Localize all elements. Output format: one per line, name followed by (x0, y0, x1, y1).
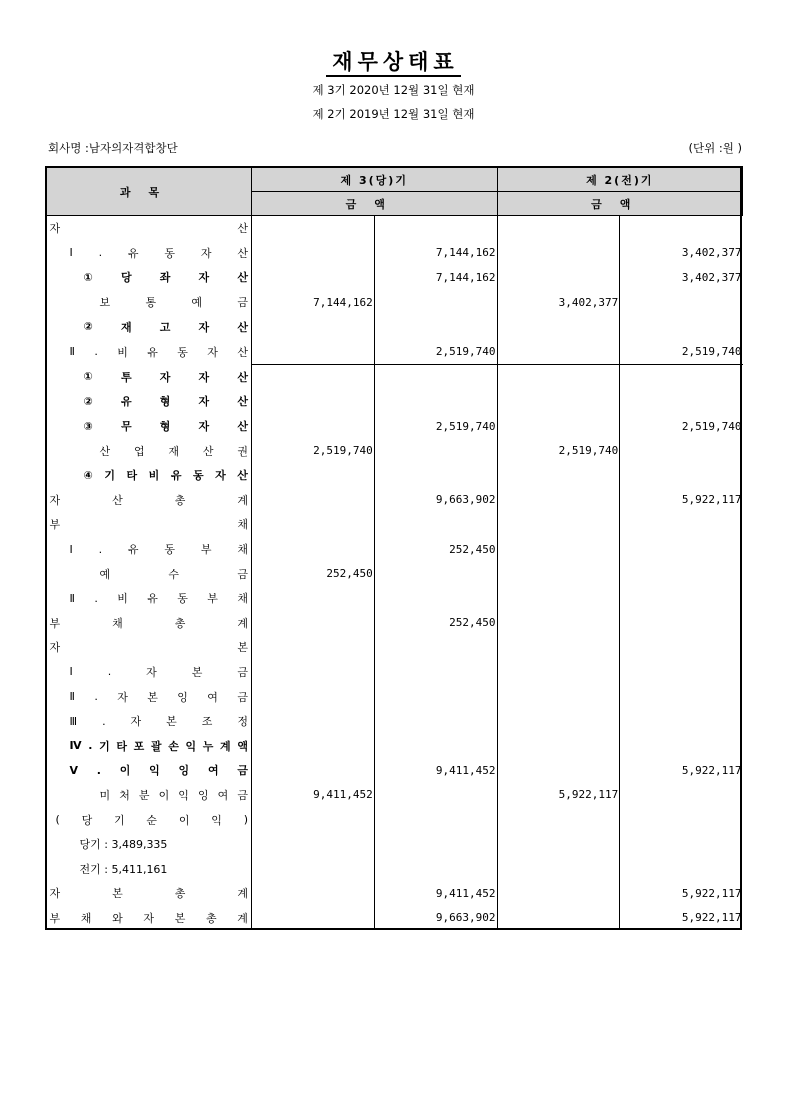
current-sub-amount (252, 709, 375, 734)
prior-sub-amount (497, 635, 620, 660)
table-row (46, 290, 743, 315)
current-amount (374, 512, 497, 537)
current-sub-amount: 252,450 (252, 561, 375, 586)
table-row (46, 389, 743, 414)
current-amount (374, 709, 497, 734)
prior-sub-amount (497, 807, 620, 832)
current-sub-amount: 9,411,452 (252, 783, 375, 808)
current-sub-amount (252, 265, 375, 290)
table-row (46, 611, 743, 636)
current-sub-amount (252, 807, 375, 832)
prior-sub-amount (497, 611, 620, 636)
prior-amount (620, 438, 743, 463)
table-row (46, 488, 743, 513)
current-amount (374, 635, 497, 660)
current-sub-amount (252, 906, 375, 931)
table-row (46, 339, 743, 364)
current-sub-amount: 2,519,740 (252, 438, 375, 463)
current-sub-amount (252, 856, 375, 881)
table-row (46, 586, 743, 611)
prior-amount (620, 709, 743, 734)
table-row (46, 807, 743, 832)
current-sub-amount (252, 364, 375, 389)
account-label: 부 채 (49, 518, 248, 532)
table-row (46, 438, 743, 463)
prior-amount (620, 290, 743, 315)
prior-amount (620, 807, 743, 832)
account-label: 자 산 총 계 (49, 493, 248, 507)
current-sub-amount (252, 684, 375, 709)
prior-amount (620, 561, 743, 586)
prior-amount: 5,922,117 (620, 881, 743, 906)
current-sub-amount (252, 660, 375, 685)
current-amount: 252,450 (374, 537, 497, 562)
account-label: ② 재 고 자 산 (83, 320, 248, 334)
prior-amount (620, 832, 743, 857)
header-prior-amount: 금액 (497, 192, 743, 216)
current-sub-amount (252, 314, 375, 339)
account-label: Ⅴ . 이 익 잉 여 금 (69, 763, 248, 778)
header-account: 과목 (46, 167, 252, 216)
current-amount (374, 364, 497, 389)
current-sub-amount (252, 241, 375, 266)
current-sub-amount (252, 488, 375, 513)
prior-sub-amount (497, 733, 620, 758)
current-sub-amount (252, 635, 375, 660)
prior-amount: 3,402,377 (620, 265, 743, 290)
table-row (46, 537, 743, 562)
account-label: Ⅰ . 자 본 금 (69, 665, 248, 679)
prior-amount: 2,519,740 (620, 414, 743, 439)
account-label: Ⅳ . 기 타 포 괄 손 익 누 계 액 (69, 739, 248, 753)
prior-amount (620, 463, 743, 488)
current-amount (374, 314, 497, 339)
prior-sub-amount (497, 339, 620, 364)
account-label: Ⅰ . 유 동 부 채 (69, 542, 248, 557)
table-row (46, 364, 743, 389)
account-label: 부 채 총 계 (49, 616, 248, 630)
table-row (46, 512, 743, 537)
prior-sub-amount (497, 561, 620, 586)
header-current-amount: 금액 (252, 192, 498, 216)
account-label: ③ 무 형 자 산 (83, 419, 248, 434)
table-row (46, 733, 743, 758)
current-sub-amount (252, 339, 375, 364)
current-sub-amount (252, 414, 375, 439)
account-label: ① 투 자 자 산 (83, 370, 248, 384)
current-amount: 252,450 (374, 611, 497, 636)
account-label: ④ 기 타 비 유 동 자 산 (83, 468, 248, 483)
prior-sub-amount: 5,922,117 (497, 783, 620, 808)
company-name: 회사명 :남자의자격합창단 (48, 141, 178, 155)
prior-amount: 5,922,117 (620, 906, 743, 931)
table-row (46, 881, 743, 906)
prior-amount: 5,922,117 (620, 758, 743, 783)
account-label: Ⅱ . 비 유 동 자 산 (69, 345, 248, 359)
prior-sub-amount (497, 265, 620, 290)
prior-sub-amount (497, 881, 620, 906)
current-sub-amount (252, 586, 375, 611)
prior-amount (620, 783, 743, 808)
current-amount (374, 733, 497, 758)
current-amount (374, 561, 497, 586)
prior-amount (620, 635, 743, 660)
prior-amount: 5,922,117 (620, 488, 743, 513)
account-label: 보 통 예 금 (99, 296, 248, 310)
account-label: 당기 : 3,489,335 (79, 838, 168, 852)
prior-amount: 3,402,377 (620, 241, 743, 266)
table-row (46, 684, 743, 709)
table-row (46, 635, 743, 660)
current-sub-amount (252, 881, 375, 906)
table-row (46, 856, 743, 881)
prior-sub-amount (497, 216, 620, 241)
table-row (46, 414, 743, 439)
current-sub-amount (252, 463, 375, 488)
account-label: 미 처 분 이 익 잉 여 금 (99, 788, 248, 802)
current-amount (374, 290, 497, 315)
current-sub-amount (252, 758, 375, 783)
current-amount: 9,411,452 (374, 758, 497, 783)
prior-amount (620, 733, 743, 758)
prior-amount (620, 660, 743, 685)
prior-sub-amount (497, 241, 620, 266)
account-label: 부 채 와 자 본 총 계 (49, 911, 248, 925)
current-amount (374, 216, 497, 241)
prior-amount (620, 856, 743, 881)
prior-amount (620, 537, 743, 562)
current-amount (374, 438, 497, 463)
table-row (46, 241, 743, 266)
prior-period-line: 제 2기 2019년 12월 31일 현재 (312, 107, 475, 121)
current-sub-amount (252, 512, 375, 537)
prior-sub-amount (497, 684, 620, 709)
current-amount (374, 463, 497, 488)
table-row (46, 463, 743, 488)
current-sub-amount (252, 389, 375, 414)
prior-sub-amount (497, 586, 620, 611)
current-amount: 7,144,162 (374, 241, 497, 266)
prior-sub-amount (497, 537, 620, 562)
table-body (46, 216, 743, 931)
prior-sub-amount: 3,402,377 (497, 290, 620, 315)
current-period-line: 제 3기 2020년 12월 31일 현재 (312, 83, 475, 97)
account-label: 자 산 (49, 222, 248, 236)
table-row (46, 660, 743, 685)
account-label: Ⅰ . 유 동 자 산 (69, 246, 248, 260)
prior-sub-amount: 2,519,740 (497, 438, 620, 463)
table-row (46, 561, 743, 586)
table-row (46, 216, 743, 241)
prior-sub-amount (497, 463, 620, 488)
table-row (46, 906, 743, 931)
prior-amount (620, 314, 743, 339)
table-row (46, 758, 743, 783)
prior-sub-amount (497, 832, 620, 857)
prior-amount (620, 684, 743, 709)
current-amount (374, 389, 497, 414)
header-current-period: 제 3(당)기 (252, 167, 498, 192)
current-amount: 7,144,162 (374, 265, 497, 290)
current-sub-amount (252, 611, 375, 636)
account-label: ( 당 기 순 이 익 ) (55, 813, 248, 827)
prior-sub-amount (497, 488, 620, 513)
prior-sub-amount (497, 758, 620, 783)
table-row (46, 832, 743, 857)
prior-amount (620, 216, 743, 241)
prior-sub-amount (497, 389, 620, 414)
prior-amount (620, 512, 743, 537)
account-label: 산 업 재 산 권 (99, 444, 248, 458)
current-amount: 2,519,740 (374, 414, 497, 439)
prior-sub-amount (497, 906, 620, 931)
current-sub-amount (252, 832, 375, 857)
prior-sub-amount (497, 660, 620, 685)
unit-label: (단위 :원 ) (688, 141, 742, 155)
account-label: 전기 : 5,411,161 (79, 862, 168, 876)
current-amount: 9,663,902 (374, 488, 497, 513)
table-row (46, 314, 743, 339)
account-label: ② 유 형 자 산 (83, 394, 248, 409)
prior-sub-amount (497, 314, 620, 339)
account-label: 예 수 금 (99, 567, 248, 581)
account-label: 자 본 (49, 641, 248, 655)
prior-amount (620, 586, 743, 611)
current-amount (374, 807, 497, 832)
prior-sub-amount (497, 709, 620, 734)
document-title: 재무상태표 (0, 46, 787, 76)
current-amount (374, 832, 497, 857)
account-label: Ⅱ . 자 본 잉 여 금 (69, 690, 248, 704)
prior-amount (620, 364, 743, 389)
current-amount (374, 856, 497, 881)
prior-sub-amount (497, 414, 620, 439)
account-label: Ⅱ . 비 유 동 부 채 (69, 591, 248, 606)
table-row (46, 709, 743, 734)
account-label: 자 본 총 계 (49, 887, 248, 901)
prior-sub-amount (497, 856, 620, 881)
account-label: Ⅲ . 자 본 조 정 (69, 714, 248, 729)
current-sub-amount (252, 733, 375, 758)
current-amount: 2,519,740 (374, 339, 497, 364)
current-amount: 9,411,452 (374, 881, 497, 906)
prior-sub-amount (497, 364, 620, 389)
balance-sheet-table (45, 166, 743, 930)
table-row (46, 265, 743, 290)
account-label: ① 당 좌 자 산 (83, 270, 248, 285)
current-sub-amount (252, 216, 375, 241)
prior-amount (620, 389, 743, 414)
table-row (46, 783, 743, 808)
current-amount (374, 684, 497, 709)
prior-amount: 2,519,740 (620, 339, 743, 364)
prior-sub-amount (497, 512, 620, 537)
header-prior-period: 제 2(전)기 (497, 167, 743, 192)
current-sub-amount: 7,144,162 (252, 290, 375, 315)
current-amount: 9,663,902 (374, 906, 497, 931)
current-amount (374, 783, 497, 808)
current-amount (374, 586, 497, 611)
current-amount (374, 660, 497, 685)
prior-amount (620, 611, 743, 636)
current-sub-amount (252, 537, 375, 562)
